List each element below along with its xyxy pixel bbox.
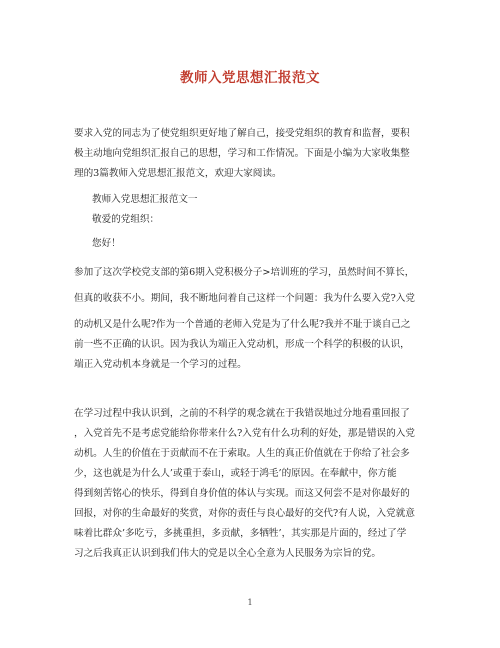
intro-paragraph <box>74 124 430 184</box>
para2-line-8: 习之后我真正认识到我们伟大的党是以全心全意为人民服务为宗旨的党。 <box>74 548 381 559</box>
para2-line-3: 动机。人生的价值在于贡献而不在于索取。人生的真正价值就在于你给了社会多 <box>74 448 410 459</box>
para1-line-4: 前一些不正确的认识。因为我认为端正入党动机，形成一个科学的积极的认识， <box>74 339 410 350</box>
section-subtitle: 教师入党思想汇报范文一 <box>92 194 198 205</box>
intro-line-2: 极主动地向党组织汇报自己的思想，学习和工作情况。下面是小编为大家收集整 <box>74 148 410 159</box>
para1-line-2: 但真的收获不小。期间，我不断地问着自己这样一个问题：我为什么要入党?入党 <box>74 293 415 304</box>
para2-line-1: 在学习过程中我认识到，之前的不科学的观念就在于我错误地过分地看重回报了 <box>74 408 410 419</box>
greeting: 您好！ <box>92 238 121 249</box>
para1-line-5: 端正入党动机本身就是一个学习的过程。 <box>74 359 247 370</box>
salutation: 敬爱的党组织： <box>92 214 160 225</box>
para2-line-2: ，入党首先不是考虑党能给你带来什么?入党有什么功利的好处，那是错误的入党 <box>74 428 415 439</box>
page-number: 1 <box>247 598 253 607</box>
document-title: 教师入党思想汇报范文 <box>180 70 320 86</box>
intro-line-3: 理的3篇教师入党思想汇报范文，欢迎大家阅读。 <box>74 168 282 179</box>
paragraph-1 <box>74 263 430 375</box>
intro-line-1: 要求入党的同志为了使党组织更好地了解自己，接受党组织的教育和监督，要积 <box>74 128 410 139</box>
para2-line-5: 得到刻苦铭心的快乐，得到自身价值的体认与实现。而这又何尝不是对你最好的 <box>74 488 410 499</box>
para1-line-3: 的动机又是什么呢?作为一个普通的老师入党是为了什么呢?我并不耻于谈自己之 <box>74 319 411 330</box>
para2-line-6: 回报，对你的生命最好的奖赏，对你的责任与良心最好的交代?有人说，入党就意 <box>74 508 415 519</box>
para2-line-4: 少，这也就是为什么人’或重于泰山，或轻于鸿毛’的原因。在奉献中，你方能 <box>74 468 397 479</box>
para2-line-7: 味着比群众’多吃亏，多挑重担，多贡献，多牺牲’，其实那是片面的，经过了学 <box>74 528 407 539</box>
paragraph-2 <box>74 404 430 564</box>
para1-line-1: 参加了这次学校党支部的第6期入党积极分子>培训班的学习，虽然时间不算长， <box>74 267 415 278</box>
